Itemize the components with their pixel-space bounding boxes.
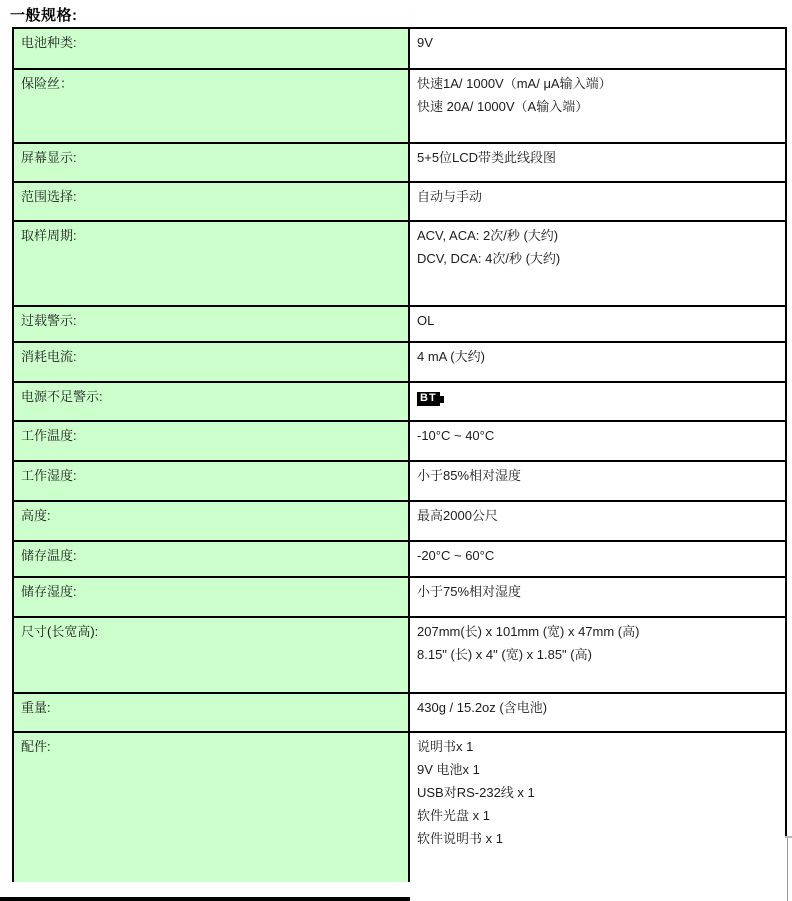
spec-value-line: 207mm(长) x 101mm (宽) x 47mm (高) <box>417 624 640 639</box>
spec-value-line: 4 mA (大约) <box>417 349 485 364</box>
spec-value-cell <box>409 143 785 182</box>
table-row <box>13 143 785 182</box>
spec-value-line: ACV, ACA: 2次/秒 (大约) <box>417 228 559 243</box>
spec-value-line: -20°C ~ 60°C <box>417 548 495 563</box>
spec-value-line: 自动与手动 <box>417 189 483 204</box>
spec-label-cell <box>13 382 409 421</box>
spec-label-cell <box>13 541 409 577</box>
spec-value-line: 小于75%相对湿度 <box>417 584 522 599</box>
spec-label: 工作温度: <box>21 428 77 443</box>
spec-label: 高度: <box>21 508 51 523</box>
table-row <box>13 617 785 693</box>
battery-terminal-nub <box>440 396 444 403</box>
spec-label-cell <box>13 461 409 501</box>
table-row <box>13 501 785 541</box>
spec-value-line: 9V 电池x 1 <box>417 762 480 777</box>
spec-label: 取样周期: <box>21 228 77 243</box>
table-row <box>13 577 785 617</box>
spec-label: 储存湿度: <box>21 584 77 599</box>
table-row <box>13 306 785 342</box>
spec-value-cell <box>409 421 785 461</box>
spec-value-line: 9V <box>417 35 433 50</box>
table-row <box>13 732 785 882</box>
spec-value-line: 最高2000公尺 <box>417 508 498 523</box>
table-row <box>13 382 785 421</box>
spec-label: 过载警示: <box>21 313 77 328</box>
spec-label: 重量: <box>21 700 51 715</box>
spec-table <box>12 27 785 882</box>
spec-label: 保险丝： <box>21 76 74 91</box>
spec-value-cell <box>409 501 785 541</box>
table-row <box>13 461 785 501</box>
table-row <box>13 541 785 577</box>
spec-label-cell <box>13 342 409 382</box>
spec-label-cell <box>13 693 409 732</box>
spec-label-cell <box>13 617 409 693</box>
spec-value-cell <box>409 382 785 421</box>
spec-value-line: DCV, DCA: 4次/秒 (大约) <box>417 251 561 266</box>
spec-label: 屏幕显示: <box>21 150 77 165</box>
spec-value-line: 小于85%相对湿度 <box>417 468 522 483</box>
spec-label-cell <box>13 577 409 617</box>
spec-label-cell <box>13 306 409 342</box>
low-battery-icon <box>417 392 444 406</box>
spec-value-line: 5+5位LCD带类此线段图 <box>417 150 557 165</box>
page-title: 一般规格: <box>10 7 78 24</box>
spec-label: 范围选择: <box>21 189 77 204</box>
window-edge-line <box>787 838 788 901</box>
spec-value-cell <box>409 693 785 732</box>
spec-label: 配件: <box>21 739 51 754</box>
spec-value-line: 快速1A/ 1000V（mA/ μA输入端） <box>417 76 612 91</box>
table-row <box>13 221 785 306</box>
table-right-border <box>785 27 787 837</box>
spec-value-line: 430g / 15.2oz (含电池) <box>417 700 548 715</box>
table-row <box>13 342 785 382</box>
spec-label: 储存温度: <box>21 548 77 563</box>
spec-value-cell <box>409 221 785 306</box>
spec-value-cell <box>409 617 785 693</box>
spec-label-cell <box>13 501 409 541</box>
spec-label: 电源不足警示: <box>21 389 103 404</box>
spec-value-line: -10°C ~ 40°C <box>417 428 495 443</box>
spec-label-cell <box>13 221 409 306</box>
spec-value-line: 8.15" (长) x 4" (宽) x 1.85" (高) <box>417 647 592 662</box>
spec-value-cell <box>409 69 785 143</box>
spec-label: 消耗电流: <box>21 349 77 364</box>
spec-label-cell <box>13 182 409 221</box>
spec-label: 工作湿度: <box>21 468 77 483</box>
spec-value-cell <box>409 306 785 342</box>
spec-value-cell <box>409 577 785 617</box>
table-bottom-border <box>0 897 410 901</box>
spec-value-cell <box>409 182 785 221</box>
spec-value-cell <box>409 732 785 882</box>
spec-label-cell <box>13 28 409 69</box>
battery-icon-label: BT <box>417 392 440 406</box>
table-row <box>13 693 785 732</box>
spec-value-cell <box>409 28 785 69</box>
table-row <box>13 421 785 461</box>
spec-value-line: OL <box>417 313 435 328</box>
spec-label-cell <box>13 69 409 143</box>
spec-label: 尺寸(长宽高): <box>21 624 99 639</box>
spec-label-cell <box>13 732 409 882</box>
table-row <box>13 28 785 69</box>
spec-value-cell <box>409 541 785 577</box>
spec-value-line: 软件说明书 x 1 <box>417 831 503 846</box>
spec-table-body <box>13 28 785 882</box>
spec-value-line: 软件光盘 x 1 <box>417 808 490 823</box>
table-row <box>13 182 785 221</box>
spec-value-line: USB对RS-232线 x 1 <box>417 785 535 800</box>
spec-value-cell <box>409 461 785 501</box>
spec-label-cell <box>13 421 409 461</box>
spec-value-line: 说明书x 1 <box>417 739 474 754</box>
spec-label: 电池种类: <box>21 35 77 50</box>
spec-value-cell <box>409 342 785 382</box>
table-row <box>13 69 785 143</box>
spec-label-cell <box>13 143 409 182</box>
spec-value-line: 快速 20A/ 1000V（A输入端） <box>417 99 589 114</box>
